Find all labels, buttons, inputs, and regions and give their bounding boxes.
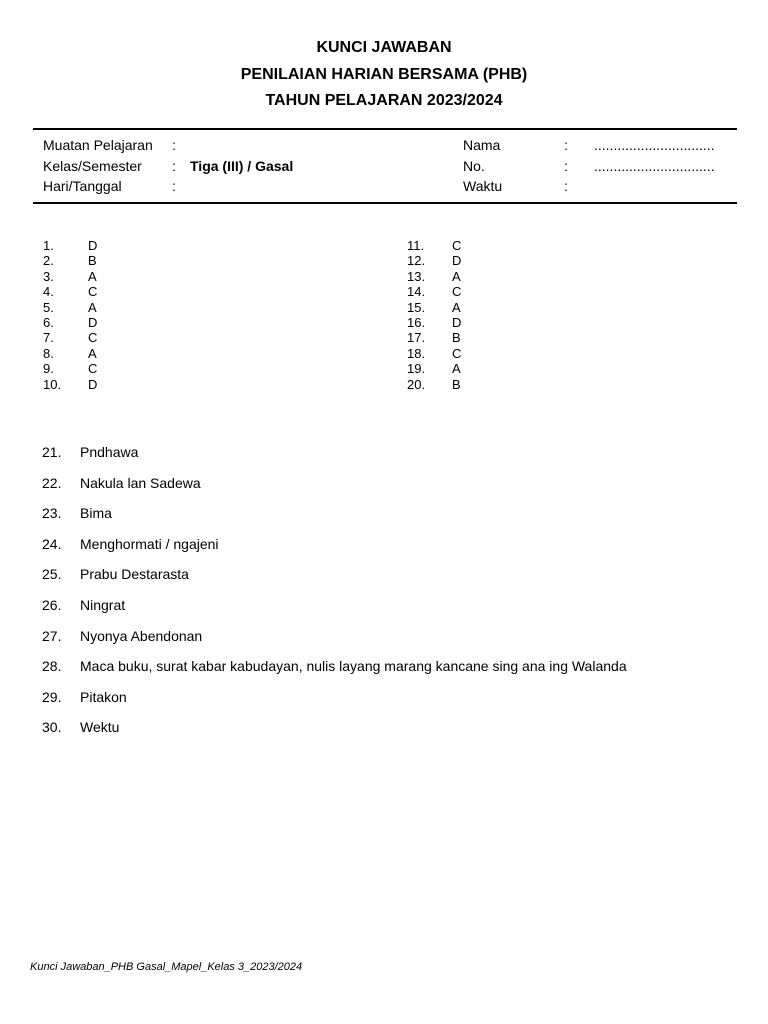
header-top-rule: [33, 128, 737, 130]
essay-number: 21.: [42, 444, 62, 460]
mc-answer: A: [88, 345, 97, 361]
mc-number: 5.: [43, 299, 54, 315]
mc-answer-row: [43, 300, 97, 315]
kelas-colon: :: [172, 158, 176, 174]
mc-answer-row: [43, 315, 97, 330]
essay-number: 28.: [42, 658, 62, 675]
hari-label: Hari/Tanggal: [43, 178, 122, 194]
mc-answer: A: [452, 268, 461, 284]
waktu-label: Waktu: [463, 178, 503, 194]
kelas-label: Kelas/Semester: [43, 158, 142, 174]
mc-answer: C: [452, 345, 462, 361]
essay-answer: Pndhawa: [80, 444, 139, 460]
nama-colon: :: [564, 137, 568, 153]
essay-number: 26.: [42, 597, 62, 613]
mc-answer: D: [88, 238, 98, 253]
mc-number: 18.: [407, 345, 426, 361]
mc-answer-row: [43, 377, 97, 392]
mc-answer-row: [43, 330, 97, 345]
mc-answer-row: [407, 315, 461, 330]
mc-answer-row: [43, 253, 97, 268]
mc-number: 1.: [43, 238, 54, 253]
no-colon: :: [564, 158, 568, 174]
mc-number: 10.: [43, 376, 62, 392]
muatan-label: Muatan Pelajaran: [43, 137, 153, 153]
essay-answer: Ningrat: [80, 597, 126, 613]
mc-answer-row: [407, 330, 461, 345]
mc-number: 13.: [407, 268, 426, 284]
muatan-colon: :: [172, 137, 176, 153]
mc-answer-row: [43, 361, 97, 376]
mc-number: 11.: [407, 238, 425, 253]
essay-answer: Menghormati / ngajeni: [80, 535, 219, 552]
mc-answer-row: [43, 346, 97, 361]
essay-answer: Nakula lan Sadewa: [80, 474, 201, 491]
mc-answer: B: [452, 376, 461, 392]
essay-answer: Nyonya Abendonan: [80, 627, 203, 644]
mc-answer: D: [88, 376, 98, 392]
nama-value: ...............................: [594, 137, 715, 153]
mc-number: 19.: [407, 361, 426, 377]
mc-answer-row: [407, 284, 461, 299]
mc-answer: A: [452, 361, 461, 377]
mc-number: 2.: [43, 253, 54, 269]
mc-answer: A: [88, 299, 97, 315]
mc-number: 9.: [43, 361, 54, 377]
hari-colon: :: [172, 178, 176, 194]
essay-answer: Prabu Destarasta: [80, 566, 189, 583]
mc-answer: C: [88, 284, 98, 300]
mc-number: 17.: [407, 330, 426, 346]
mc-answer: D: [88, 314, 98, 330]
mc-number: 3.: [43, 268, 54, 284]
mc-answer: A: [88, 268, 97, 284]
mc-answer-row: [407, 346, 461, 361]
mc-number: 20.: [407, 376, 426, 392]
mc-answer: C: [452, 238, 462, 253]
mc-answer: B: [88, 253, 97, 269]
mc-number: 4.: [43, 284, 54, 300]
mc-answers-right: [407, 238, 461, 392]
mc-answer-row: [407, 238, 461, 253]
document-subtitle: PENILAIAN HARIAN BERSAMA (PHB): [240, 66, 528, 83]
mc-number: 15.: [407, 299, 426, 315]
mc-answer: D: [452, 253, 462, 269]
no-label: No.: [463, 158, 485, 174]
essay-number: 29.: [42, 688, 62, 705]
mc-answer-row: [43, 269, 97, 284]
essay-number: 22.: [42, 474, 62, 491]
mc-answer: C: [452, 284, 462, 300]
essay-answer: Wektu: [80, 719, 120, 736]
mc-number: 12.: [407, 253, 426, 269]
essay-number: 27.: [42, 627, 62, 644]
essay-number: 30.: [42, 719, 62, 736]
kelas-value: Tiga (III) / Gasal: [190, 158, 294, 174]
essay-number: 25.: [42, 566, 62, 583]
mc-answer: C: [88, 361, 98, 377]
page-footer: Kunci Jawaban_PHB Gasal_Mapel_Kelas 3_2023/2024: [30, 961, 303, 973]
nama-label: Nama: [463, 137, 501, 153]
essay-answer: Pitakon: [80, 688, 127, 705]
mc-number: 6.: [43, 314, 54, 330]
mc-answer: D: [452, 314, 462, 330]
mc-answer-row: [43, 284, 97, 299]
mc-answer-row: [407, 377, 461, 392]
mc-number: 16.: [407, 314, 426, 330]
document-title: KUNCI JAWABAN: [316, 39, 452, 56]
essay-answer: Bima: [80, 505, 112, 522]
mc-answer: C: [88, 330, 98, 346]
mc-answer-row: [407, 269, 461, 284]
mc-number: 14.: [407, 284, 426, 300]
mc-answer-row: [407, 300, 461, 315]
essay-number: 23.: [42, 505, 62, 522]
mc-number: 7.: [43, 330, 54, 346]
mc-answer: A: [452, 299, 461, 315]
mc-number: 8.: [43, 345, 54, 361]
essay-answer: Maca buku, surat kabar kabudayan, nulis layang marang kancane sing ana ing Walanda: [80, 658, 627, 675]
header-bottom-rule: [33, 202, 737, 204]
waktu-colon: :: [564, 178, 568, 194]
mc-answer: B: [452, 330, 461, 346]
mc-answer-row: [43, 238, 97, 253]
no-value: ...............................: [594, 158, 715, 174]
essay-number: 24.: [42, 535, 62, 552]
mc-answer-row: [407, 253, 461, 268]
mc-answer-row: [407, 361, 461, 376]
school-year: TAHUN PELAJARAN 2023/2024: [265, 92, 503, 109]
mc-answers-left: [43, 238, 97, 392]
